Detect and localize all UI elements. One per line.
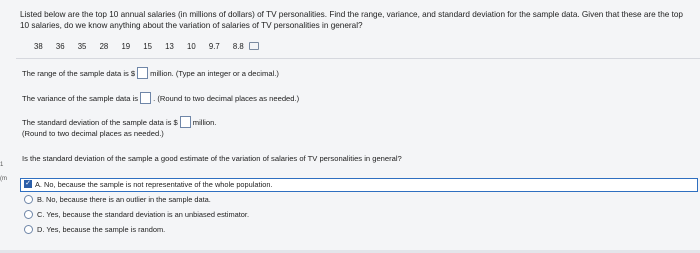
sd-prefix: The standard deviation of the sample data is $ bbox=[22, 118, 178, 127]
data-values-row bbox=[34, 42, 259, 51]
data-value: 28 bbox=[99, 42, 109, 51]
data-value: 10 bbox=[187, 42, 196, 51]
sd-rounding-note: (Round to two decimal places as needed.) bbox=[22, 129, 164, 138]
radio-button[interactable] bbox=[24, 225, 33, 234]
data-value: 38 bbox=[34, 42, 43, 51]
option-text: Yes, because the standard deviation is an unbiased estimator. bbox=[46, 210, 250, 219]
checkmark-icon: ✓ bbox=[25, 180, 31, 188]
data-value: 8.8 bbox=[232, 42, 244, 51]
option-text: No, because there is an outlier in the sample data. bbox=[46, 195, 211, 204]
range-suffix: million. (Type an integer or a decimal.) bbox=[150, 69, 279, 78]
variance-prefix: The variance of the sample data is bbox=[22, 94, 139, 103]
sd-suffix: million. bbox=[192, 118, 217, 127]
option-letter: C. bbox=[37, 210, 45, 219]
data-value: 35 bbox=[77, 42, 87, 51]
sd-question bbox=[22, 117, 216, 129]
sd-answer-input[interactable] bbox=[180, 116, 191, 128]
option-c[interactable] bbox=[24, 209, 249, 221]
variance-answer-input[interactable] bbox=[140, 92, 151, 104]
radio-button[interactable] bbox=[24, 195, 33, 204]
copy-icon[interactable] bbox=[249, 42, 259, 50]
option-text: Yes, because the sample is random. bbox=[46, 225, 166, 234]
data-value: 13 bbox=[165, 42, 174, 51]
range-question bbox=[22, 68, 279, 80]
option-text: No, because the sample is not representative of the whole population. bbox=[44, 180, 273, 189]
option-a[interactable] bbox=[24, 179, 272, 191]
sidebar-edge-text: 1 (m bbox=[0, 162, 7, 182]
data-value: 36 bbox=[55, 42, 65, 51]
variance-question bbox=[22, 93, 299, 105]
data-value: 19 bbox=[121, 42, 131, 51]
question-intro: Listed below are the top 10 annual salaries (in millions of dollars) of TV personalities. Find the range, variance, and standard deviation for the sample data. Given that these are the top 10 salaries, do we know anything about the variation of salaries of TV personalities in general? bbox=[20, 10, 683, 30]
section-divider bbox=[16, 58, 700, 59]
range-prefix: The range of the sample data is $ bbox=[22, 69, 136, 78]
data-value: 15 bbox=[143, 42, 152, 51]
radio-button[interactable] bbox=[24, 210, 33, 219]
estimate-question: Is the standard deviation of the sample a good estimate of the variation of salaries of TV personalities in general? bbox=[22, 154, 402, 163]
option-letter: A. bbox=[35, 180, 42, 189]
option-letter: D. bbox=[37, 225, 45, 234]
option-d[interactable] bbox=[24, 224, 165, 236]
option-letter: B. bbox=[37, 195, 44, 204]
option-b[interactable] bbox=[24, 194, 211, 206]
range-answer-input[interactable] bbox=[137, 67, 148, 79]
variance-suffix: . (Round to two decimal places as needed.) bbox=[153, 94, 300, 103]
data-value: 9.7 bbox=[208, 42, 220, 51]
